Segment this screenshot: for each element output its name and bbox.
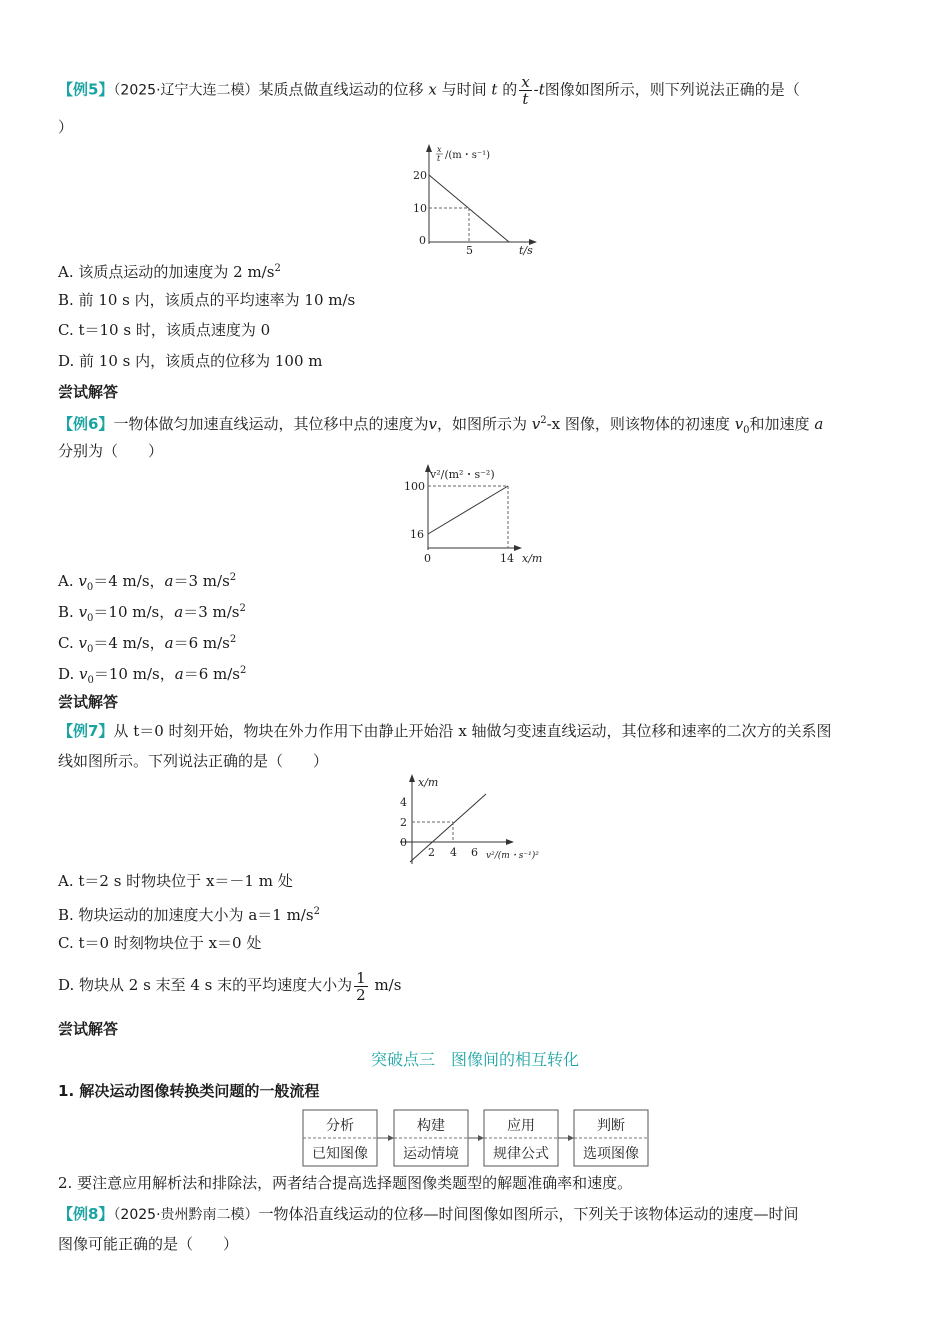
ex5-fraction [519, 74, 531, 107]
ex7-opt-d-den: 2 [356, 985, 366, 1004]
ex6-opt-a-post: ＝3 m/s [173, 572, 230, 590]
ex6-opt-a-a: a [164, 572, 174, 590]
ex6-question-line2: 分别为（ ） [58, 442, 164, 460]
ex7-tag: 【例7】 [58, 722, 114, 740]
ex6-q-d: 和加速度 [749, 415, 810, 433]
ex6-opt-a-pre: A. [58, 572, 79, 590]
ex6-opt-d-pre: D. [58, 665, 80, 683]
ex8-tag: 【例8】 [58, 1205, 114, 1223]
ex6-opt-b-a: a [174, 603, 184, 621]
ex5-q-b: 与时间 [441, 80, 487, 99]
ex5-tag: 【例5】 [58, 80, 114, 99]
ex5-option-d: D. 前 10 s 内，该质点的位移为 100 m [58, 352, 323, 370]
section-point-1-text: . 解决运动图像转换类问题的一般流程 [68, 1082, 320, 1100]
ex6-q-v: v [428, 415, 437, 433]
ex7-y-arrow [409, 774, 415, 782]
ex5-option-b: B. 前 10 s 内，该质点的平均速率为 10 m/s [58, 291, 356, 309]
ex7-opt-b-sup: 2 [313, 906, 320, 917]
ex6-opt-d-v: v [79, 665, 88, 683]
ex6-opt-a-sub: 0 [86, 582, 94, 593]
ex5-q-x: x [428, 80, 437, 99]
flow-arrowhead-1 [388, 1135, 394, 1141]
ex6-opt-c-mid: ＝4 m/s， [93, 634, 165, 652]
ex6-tag: 【例6】 [58, 415, 114, 433]
ex5-q-c: 的 [502, 80, 518, 99]
ex6-option-d [58, 660, 246, 692]
ex6-opt-c-a: a [164, 634, 174, 652]
ex6-xlabel: x/m [522, 552, 543, 565]
ex7-question-line2: 线如图所示。下列说法正确的是（ ） [58, 752, 329, 770]
ex7-graph [392, 772, 560, 868]
ex5-q-t: t [491, 80, 498, 99]
ex5-q-d: -t [533, 80, 545, 99]
ex6-tick-14: 14 [500, 552, 514, 565]
ex5-tick-5: 5 [466, 244, 473, 257]
ex6-try-answer: 尝试解答 [58, 693, 119, 711]
ex6-opt-c-pre: C. [58, 634, 79, 652]
ex5-tick-10: 10 [413, 202, 427, 215]
ex6-opt-d-mid: ＝10 m/s， [93, 665, 175, 683]
ex7-opt-d-fraction [354, 970, 368, 1003]
ex6-opt-b-mid: ＝10 m/s， [93, 603, 175, 621]
flow-arrowhead-3 [568, 1135, 574, 1141]
ex6-graph [400, 462, 550, 566]
ex6-opt-a-v: v [78, 572, 87, 590]
ex6-opt-a-mid: ＝4 m/s， [93, 572, 165, 590]
ex5-ylabel-num: x [437, 145, 442, 154]
flow-box-4-top: 判断 [597, 1118, 625, 1134]
ex5-tick-20: 20 [413, 169, 427, 182]
ex8-source: （2025·贵州黔南二模） [113, 1207, 259, 1223]
ex7-option-b [58, 901, 320, 926]
ex6-opt-b-sup: 2 [239, 603, 246, 614]
ex5-try-answer: 尝试解答 [58, 383, 119, 401]
ex6-opt-b-post: ＝3 m/s [183, 603, 240, 621]
ex6-opt-d-a: a [174, 665, 184, 683]
flow-box-2-top: 构建 [417, 1118, 445, 1134]
ex7-tick-x6: 6 [471, 846, 478, 859]
section-point-2: 2. 要注意应用解析法和排除法，两者结合提高选择题图像类题型的解题准确率和速度。 [58, 1174, 633, 1192]
ex7-opt-b-text: B. 物块运动的加速度大小为 a＝1 m/s [58, 906, 314, 924]
ex5-option-a-text: A. 该质点运动的加速度为 2 m/s [58, 263, 275, 281]
flow-box-3 [484, 1110, 558, 1166]
ex7-x-arrow [506, 839, 514, 845]
ex7-option-d [58, 968, 401, 1003]
ex5-question-line1 [58, 74, 800, 107]
ex6-q-a2: a [814, 415, 824, 433]
ex6-q-a: 一物体做匀加速直线运动，其位移中点的速度为 [113, 415, 429, 433]
ex7-tick-x2: 2 [428, 846, 435, 859]
ex5-xlabel: t/s [519, 244, 533, 257]
flow-box-2 [394, 1110, 468, 1166]
ex6-opt-d-post: ＝6 m/s [183, 665, 240, 683]
ex5-graph [405, 142, 545, 258]
flow-box-2-bottom: 运动情境 [403, 1146, 459, 1162]
ex6-option-a [58, 567, 236, 599]
flow-box-3-top: 应用 [507, 1118, 535, 1134]
ex6-opt-b-pre: B. [58, 603, 79, 621]
ex7-xlabel: v²/(m・s⁻¹)² [486, 851, 539, 861]
flow-box-3-bottom: 规律公式 [493, 1146, 549, 1162]
ex7-question-line1 [58, 720, 832, 742]
ex5-frac-num: x [521, 73, 530, 91]
ex6-q-v0: v [734, 415, 744, 433]
ex6-opt-c-sup: 2 [229, 634, 237, 645]
ex6-q-c: -x 图像，则该物体的初速度 [546, 415, 730, 433]
flowchart [302, 1108, 652, 1170]
ex5-tick-0: 0 [419, 234, 426, 247]
section-point-1-num: 1 [58, 1082, 69, 1100]
ex8-q-line1: 一物体沿直线运动的位移—时间图像如图所示，下列关于该物体运动的速度—时间 [258, 1205, 799, 1223]
ex6-tick-16: 16 [410, 528, 424, 541]
ex6-opt-d-sup: 2 [239, 665, 247, 676]
ex7-opt-d-pre: D. 物块从 2 s 末至 4 s 末的平均速度大小为 [58, 976, 353, 994]
ex6-q-v2: v [531, 415, 541, 433]
ex6-line [428, 486, 508, 534]
ex7-tick-x4: 4 [450, 846, 457, 859]
ex6-option-c [58, 629, 236, 661]
ex8-question-line2: 图像可能正确的是（ ） [58, 1235, 239, 1253]
ex6-option-b [58, 598, 246, 630]
ex7-opt-d-num: 1 [356, 968, 366, 987]
ex5-ylabel-main: /(m・s⁻¹) [445, 150, 491, 161]
ex6-opt-c-v: v [78, 634, 87, 652]
ex7-opt-d-post: m/s [374, 976, 402, 994]
ex6-x-arrow [514, 545, 522, 551]
ex6-opt-b-sub: 0 [87, 613, 94, 624]
ex6-tick-0: 0 [424, 552, 431, 565]
ex6-opt-d-sub: 0 [87, 675, 94, 686]
ex7-ylabel: x/m [418, 776, 439, 789]
ex6-question-line1 [58, 410, 823, 442]
ex7-option-a: A. t＝2 s 时物块位于 x＝－1 m 处 [58, 872, 293, 890]
section-title: 突破点三 图像间的相互转化 [370, 1050, 579, 1069]
ex5-option-a-sup: 2 [274, 263, 281, 274]
ex6-q-sup: 2 [540, 415, 547, 426]
ex5-option-c: C. t＝10 s 时，该质点速度为 0 [58, 321, 271, 339]
ex7-q-line1: 从 t＝0 时刻开始，物块在外力作用下由静止开始沿 x 轴做匀变速直线运动，其位移和速率的二次方的关系图 [113, 722, 832, 740]
flow-arrowhead-2 [478, 1135, 484, 1141]
ex6-opt-c-sub: 0 [86, 644, 94, 655]
ex8-question-line1 [58, 1203, 799, 1226]
ex7-try-answer: 尝试解答 [58, 1020, 119, 1038]
ex6-tick-100: 100 [404, 480, 425, 493]
ex6-opt-a-sup: 2 [229, 572, 237, 583]
flow-box-4-bottom: 选项图像 [583, 1146, 639, 1162]
ex7-option-c: C. t＝0 时刻物块位于 x＝0 处 [58, 934, 262, 952]
ex5-source: （2025·辽宁大连二模） [113, 82, 259, 99]
ex6-q-sub: 0 [743, 425, 750, 436]
ex5-question-close: ） [58, 118, 74, 136]
ex5-frac-den: t [522, 90, 529, 108]
ex6-opt-c-post: ＝6 m/s [173, 634, 230, 652]
ex7-tick-y4: 4 [400, 796, 407, 809]
ex6-opt-b-v: v [78, 603, 88, 621]
flow-box-1-bottom: 已知图像 [312, 1146, 368, 1162]
ex5-q-e: 图像如图所示，则下列说法正确的是（ [544, 80, 800, 99]
ex5-ylabel-den: t [437, 154, 441, 163]
flow-box-1-top: 分析 [326, 1118, 354, 1134]
ex5-q-a: 某质点做直线运动的位移 [258, 80, 424, 99]
flow-box-4 [574, 1110, 648, 1166]
ex7-tick-y2: 2 [400, 816, 407, 829]
ex7-tick-y0: 0 [400, 836, 407, 849]
flow-box-1 [303, 1110, 377, 1166]
section-point-1 [58, 1080, 319, 1102]
ex5-option-a [58, 258, 281, 283]
ex5-y-arrow [426, 144, 432, 152]
ex6-ylabel: v²/(m²・s⁻²) [430, 468, 495, 481]
ex6-q-b: ，如图所示为 [436, 415, 527, 433]
